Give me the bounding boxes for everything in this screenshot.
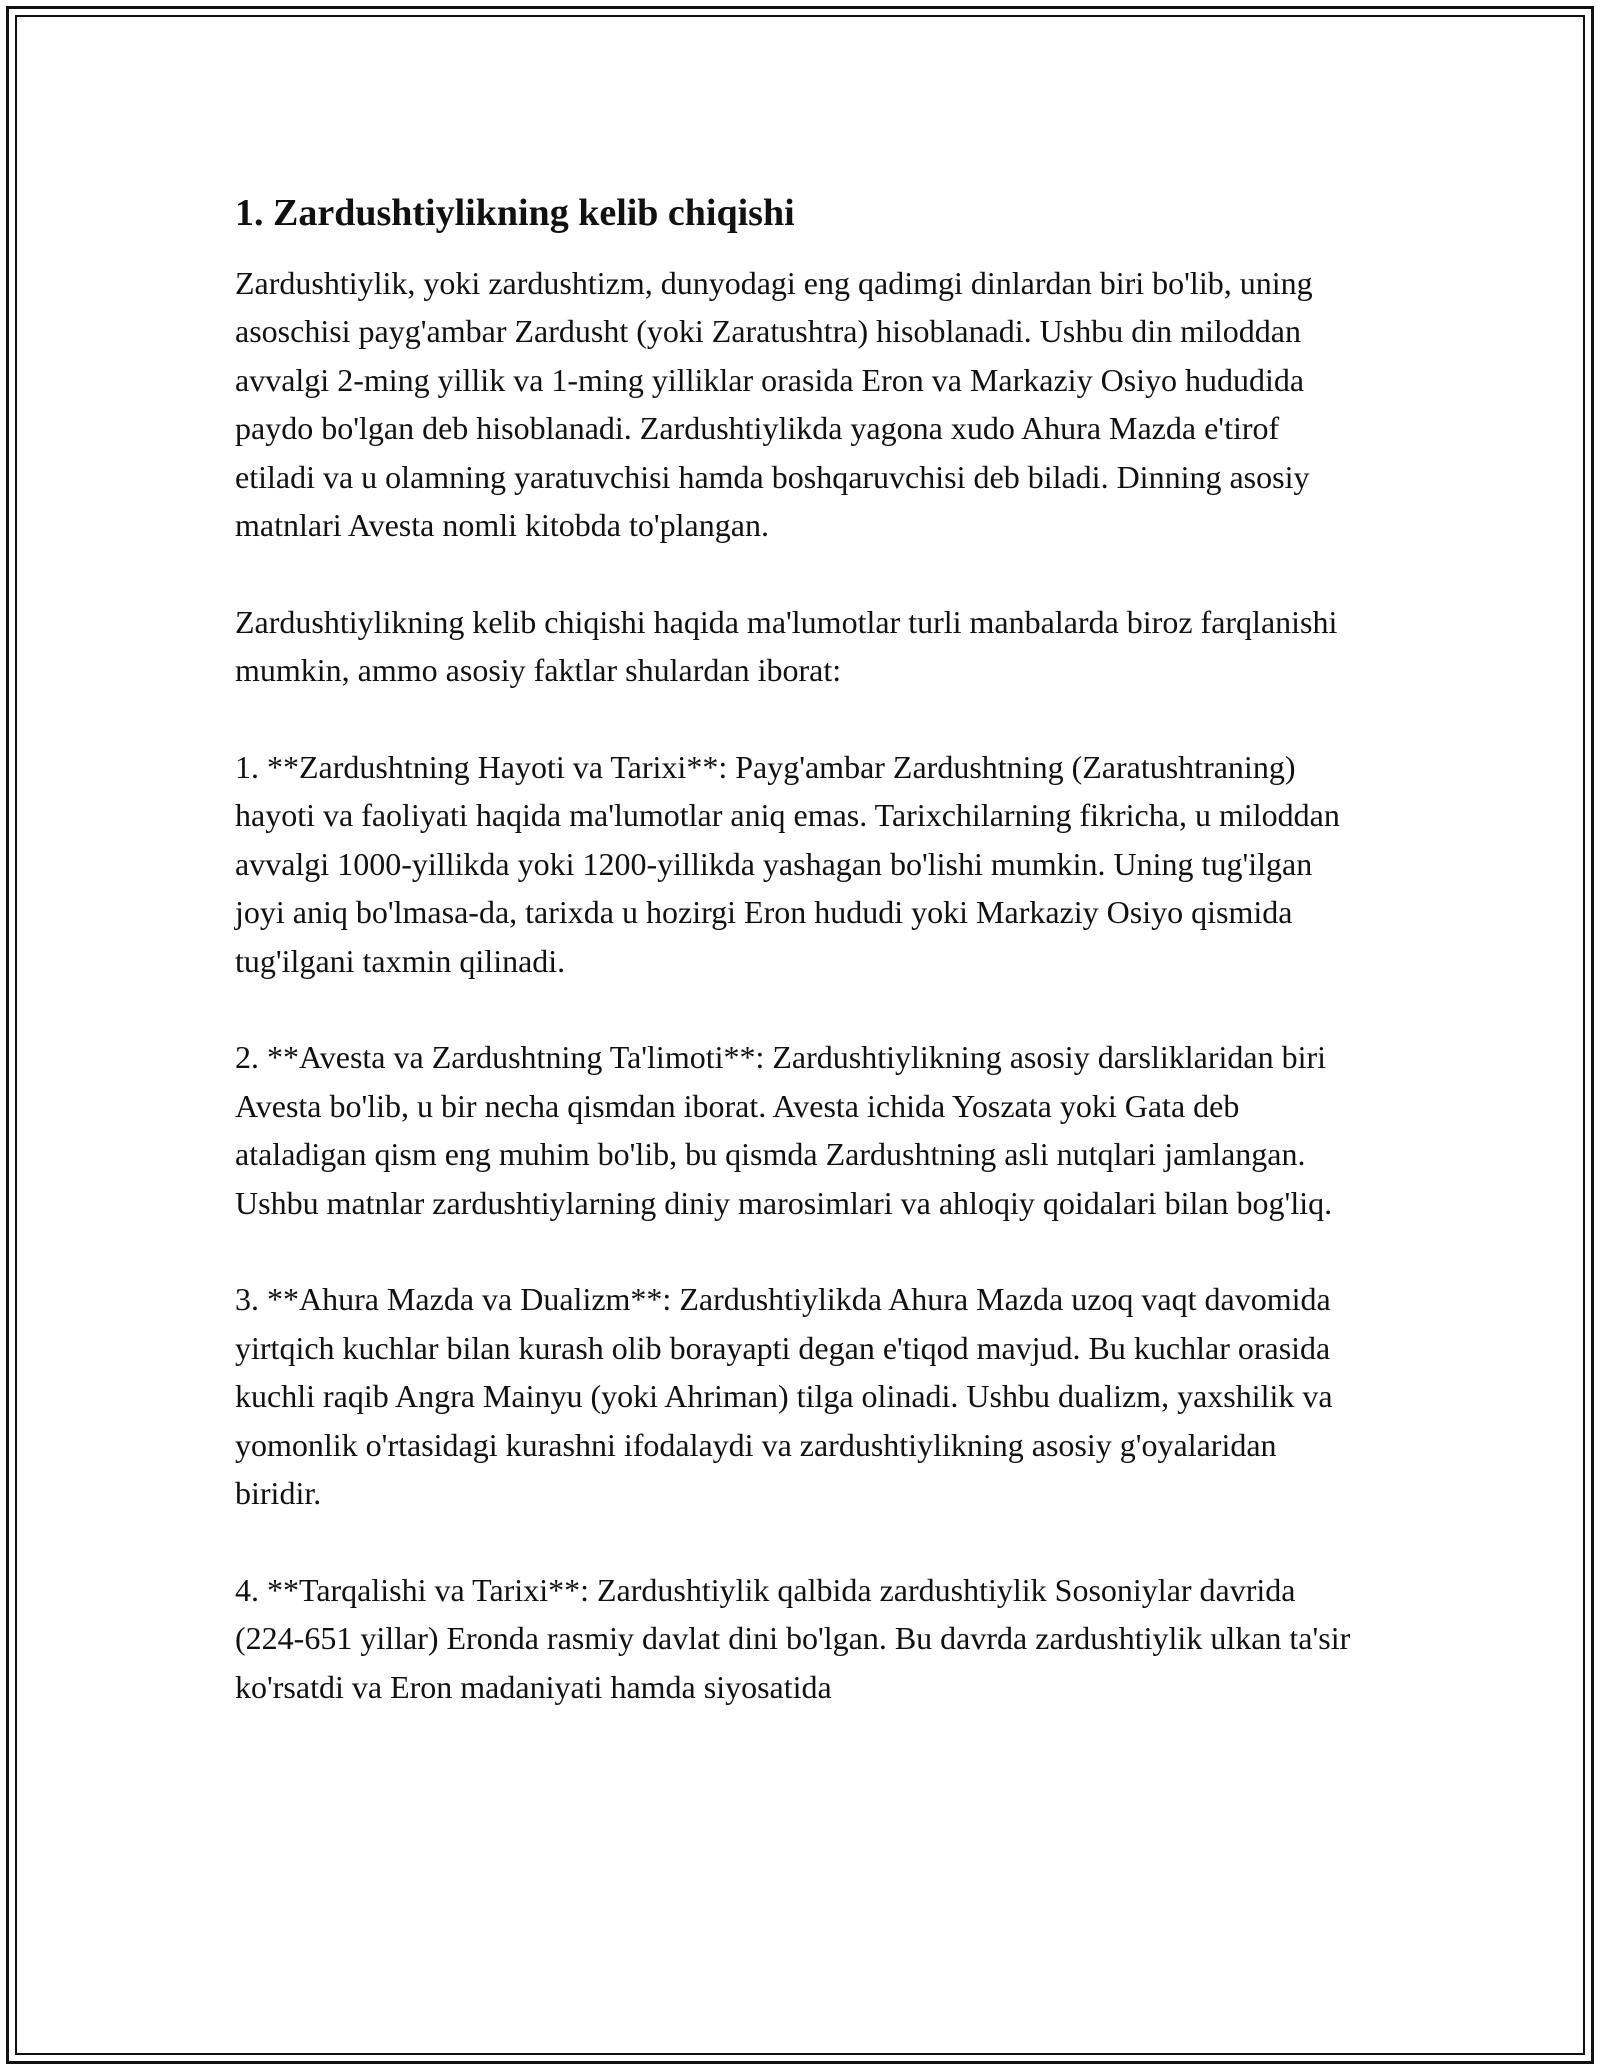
paragraph-intro: Zardushtiylik, yoki zardushtizm, dunyodagi eng qadimgi dinlardan biri bo'lib, uning asoschisi payg'ambar Zardusht (yoki Zaratushtra) hisoblanadi. Ushbu din miloddan avvalgi 2-ming yillik va 1-ming yilliklar orasida Eron va Markaziy Osiyo hududida paydo bo'lgan deb hisoblanadi. Zardushtiylikda yagona xudo Ahura Mazda e'tirof etiladi va u olamning yaratuvchisi hamda boshqaruvchisi deb biladi. Dinning asosiy matnlari Avesta nomli kitobda to'plangan.: [235, 265, 1313, 544]
paragraph-origin-facts: Zardushtiylikning kelib chiqishi haqida ma'lumotlar turli manbalarda biroz farqlanishi mumkin, ammo asosiy faktlar shulardan iborat:: [235, 603, 1338, 689]
paragraph-point-4: 4. **Tarqalishi va Tarixi**: Zardushtiylik qalbida zardushtiylik Sosoniylar davrida (224-651 yillar) Eronda rasmiy davlat dini bo'lgan. Bu davrda zardushtiylik ulkan ta'sir ko'rsatdi va Eron madaniyati hamda siyosatida: [235, 1571, 1351, 1705]
paragraph-point-2: 2. **Avesta va Zardushtning Ta'limoti**: Zardushtiylikning asosiy darsliklaridan biri Avesta bo'lib, u bir necha qismdan iborat. Avesta ichida Yoszata yoki Gata deb ataladigan qism eng muhim bo'lib, bu qismda Zardushtning asli nutqlari jamlangan. Ushbu matnlar zardushtiylarning diniy marosimlari va ahloqiy qoidalari bilan bog'liq.: [235, 1039, 1333, 1221]
paragraph-point-3: 3. **Ahura Mazda va Dualizm**: Zardushtiylikda Ahura Mazda uzoq vaqt davomida yirtqich kuchlar bilan kurash olib borayapti degan e'tiqod mavjud. Bu kuchlar orasida kuchli raqib Angra Mainyu (yoki Ahriman) tilga olinadi. Ushbu dualizm, yaxshilik va yomonlik o'rtasidagi kurashni ifodalaydi va zardushtiylikning asosiy g'oyalaridan biridir.: [235, 1281, 1333, 1512]
document-body: [235, 185, 1365, 1760]
paragraph-point-1: 1. **Zardushtning Hayoti va Tarixi**: Payg'ambar Zardushtning (Zaratushtraning) hayoti va faoliyati haqida ma'lumotlar aniq emas. Tarixchilarning fikricha, u miloddan avvalgi 1000-yillikda yoki 1200-yillikda yashagan bo'lishi mumkin. Uning tug'ilgan joyi aniq bo'lmasa-da, tarixda u hozirgi Eron hududi yoki Markaziy Osiyo qismida tug'ilgani taxmin qilinadi.: [235, 749, 1340, 979]
section-heading: 1. Zardushtiylikning kelib chiqishi: [235, 192, 795, 234]
